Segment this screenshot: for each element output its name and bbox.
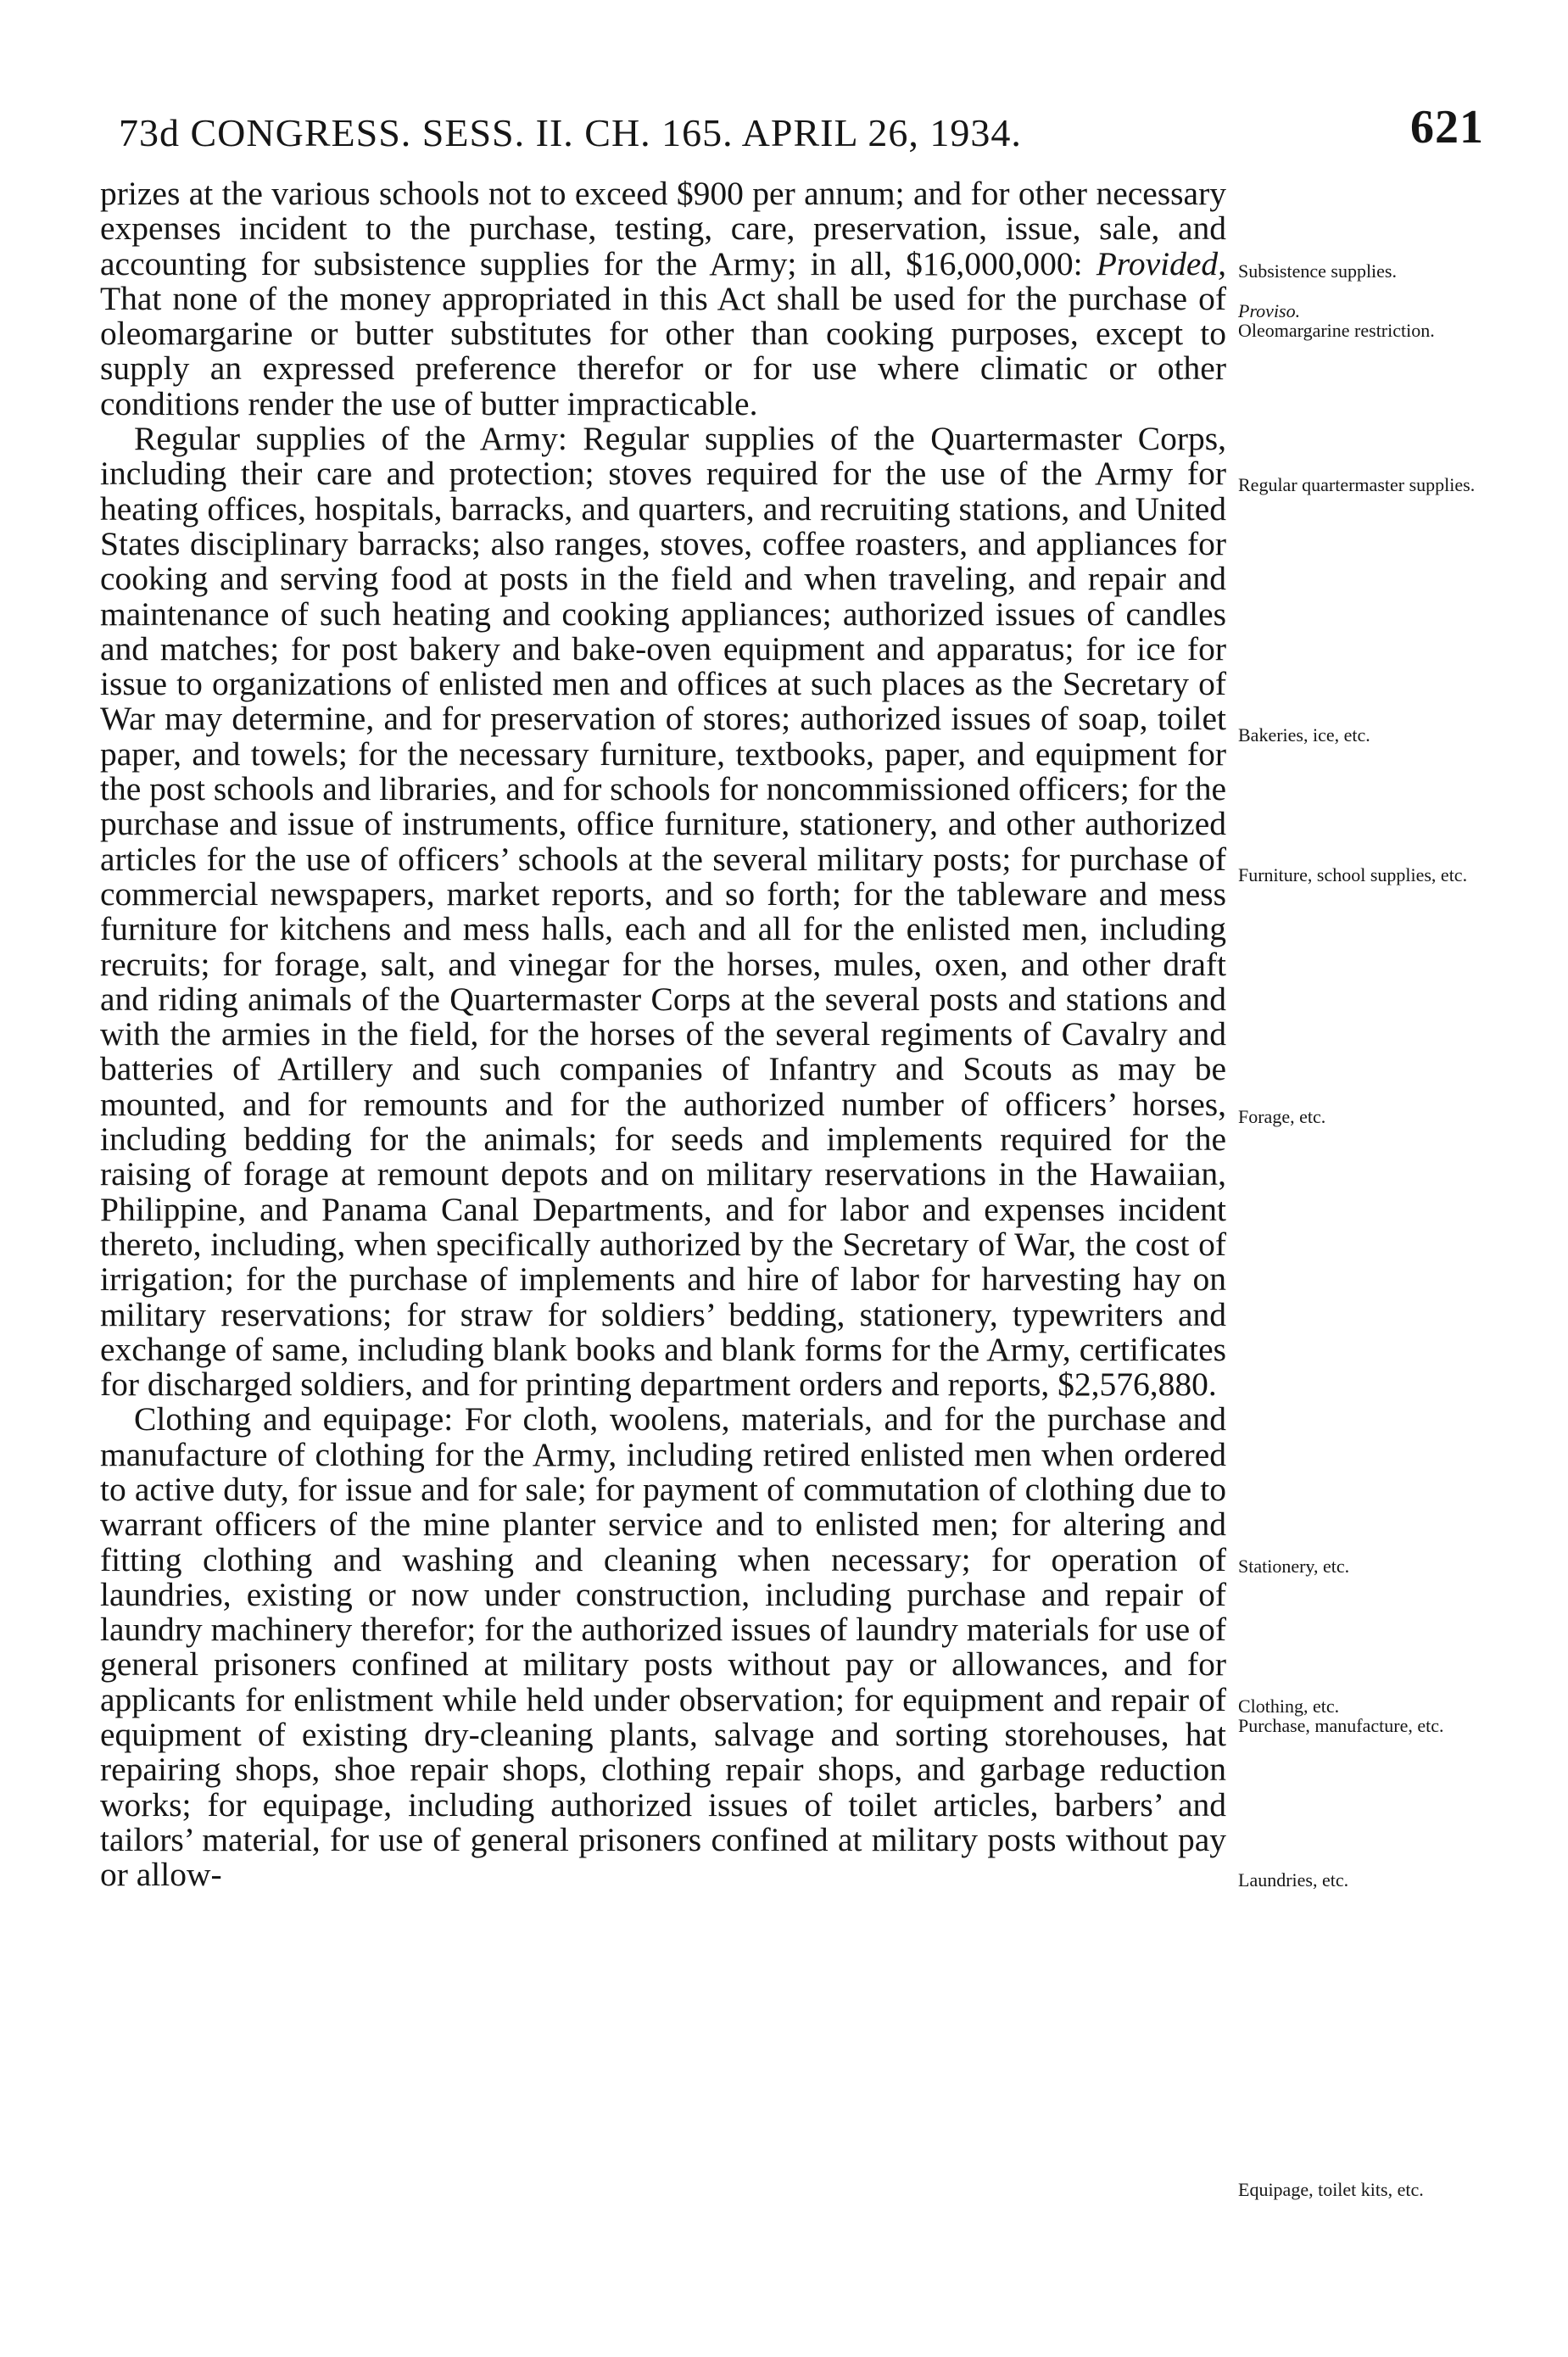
paragraph-subsistence — [100, 176, 1226, 422]
margin-note: Equipage, toilet kits, etc. — [1238, 2179, 1424, 2200]
running-header — [110, 100, 1484, 168]
margin-note: Bakeries, ice, etc. — [1238, 724, 1370, 746]
margin-note: Forage, etc. — [1238, 1106, 1326, 1127]
paragraph-subsistence-text: prizes at the various schools not to exceed $900 per annum; and for other necessary expenses incident to the purchase, testing, care, preservation, issue, sale, and accounting for subsistence supplies for the Army; in all, $16,000,000: — [100, 175, 1226, 282]
margin-note: Stationery, etc. — [1238, 1556, 1350, 1577]
margin-note: Furniture, school supplies, etc. — [1238, 864, 1468, 885]
proviso-italic: Provided, — [1096, 244, 1226, 282]
margin-note: Subsistence supplies. — [1238, 260, 1397, 282]
margin-note: Laundries, etc. — [1238, 1869, 1349, 1891]
paragraph-subsistence-text-2: That none of the money appropriated in this Act shall be used for the purchase of oleomargarine or butter substitutes for other than cooking purposes, except to supply an expressed preference therefor or for use where climatic or other conditions render the use of butter impracticable. — [100, 279, 1226, 422]
margin-note: Clothing, etc. — [1238, 1695, 1340, 1717]
margin-note: Oleomargarine restriction. — [1238, 320, 1435, 341]
margin-note: Proviso. — [1238, 300, 1301, 321]
running-head: 73d CONGRESS. SESS. II. CH. 165. APRIL 26, 1934. — [119, 111, 1022, 154]
paragraph-clothing: Clothing and equipage: For cloth, woolens, materials, and for the purchase and manufacture of clothing for the Army, including retired enlisted men when ordered to active duty, for issue and for sale; for payment of commutation of clothing due to warrant officers of the mine planter service and to enlisted men; for altering and fitting clothing and washing and cleaning when necessary; for operation of laundries, existing or now under construction, including purchase and repair of laundry machinery therefor; for the authorized issues of laundry materials for use of general prisoners confined at military posts without pay or allowances, and for applicants for enlistment while held under observation; for equipment and repair of equipment of existing dry-cleaning plants, salvage and sorting storehouses, hat repairing shops, shoe repair shops, clothing repair shops, and garbage reduction works; for equipage, including authorized issues of toilet articles, barbers’ and tailors’ material, for use of general prisoners confined at military posts without pay or allow- — [100, 1400, 1226, 1894]
page-body — [100, 176, 1226, 1893]
paragraph-regular-supplies: Regular supplies of the Army: Regular supplies of the Quartermaster Corps, including their care and protection; stoves required for the use of the Army for heating offices, hospitals, barracks, and quarters, and recruiting stations, and United States disciplinary barracks; also ranges, stoves, coffee roasters, and appliances for cooking and serving food at posts in the field and when traveling, and repair and maintenance of such heating and cooking appliances; authorized issues of candles and matches; for post bakery and bake-oven equipment and apparatus; for ice for issue to organizations of enlisted men and offices at such places as the Secretary of War may determine, and for preservation of stores; authorized issues of soap, toilet paper, and towels; for the necessary furniture, textbooks, paper, and equipment for the post schools and libraries, and for schools for noncommissioned officers; for the purchase and issue of instruments, office furniture, stationery, and other authorized articles for the use of officers’ schools at the several military posts; for purchase of commercial newspapers, market reports, and so forth; for the tableware and mess furniture for kitchens and mess halls, each and all for the enlisted men, including recruits; for forage, salt, and vinegar for the horses, mules, oxen, and other draft and riding animals of the Quartermaster Corps at the several posts and stations and with the armies in the field, for the horses of the several regiments of Cavalry and batteries of Artillery and such companies of Infantry and Scouts as may be mounted, and for remounts and for the authorized number of officers’ horses, including bedding for the animals; for seeds and implements required for the raising of forage at remount depots and on military reservations in the Hawaiian, Philippine, and Panama Canal Departments, and for labor and expenses incident thereto, including, when specifically authorized by the Secretary of War, the cost of irrigation; for the purchase of implements and hire of labor for harvesting hay on military reservations; for straw for soldiers’ bedding, stationery, typewriters and exchange of same, including blank books and blank forms for the Army, certificates for discharged soldiers, and for printing department orders and reports, $2,576,880. — [100, 420, 1226, 1404]
margin-note: Purchase, manufacture, etc. — [1238, 1715, 1444, 1736]
margin-note: Regular quartermaster supplies. — [1238, 474, 1476, 495]
page-number: 621 — [1410, 101, 1484, 154]
